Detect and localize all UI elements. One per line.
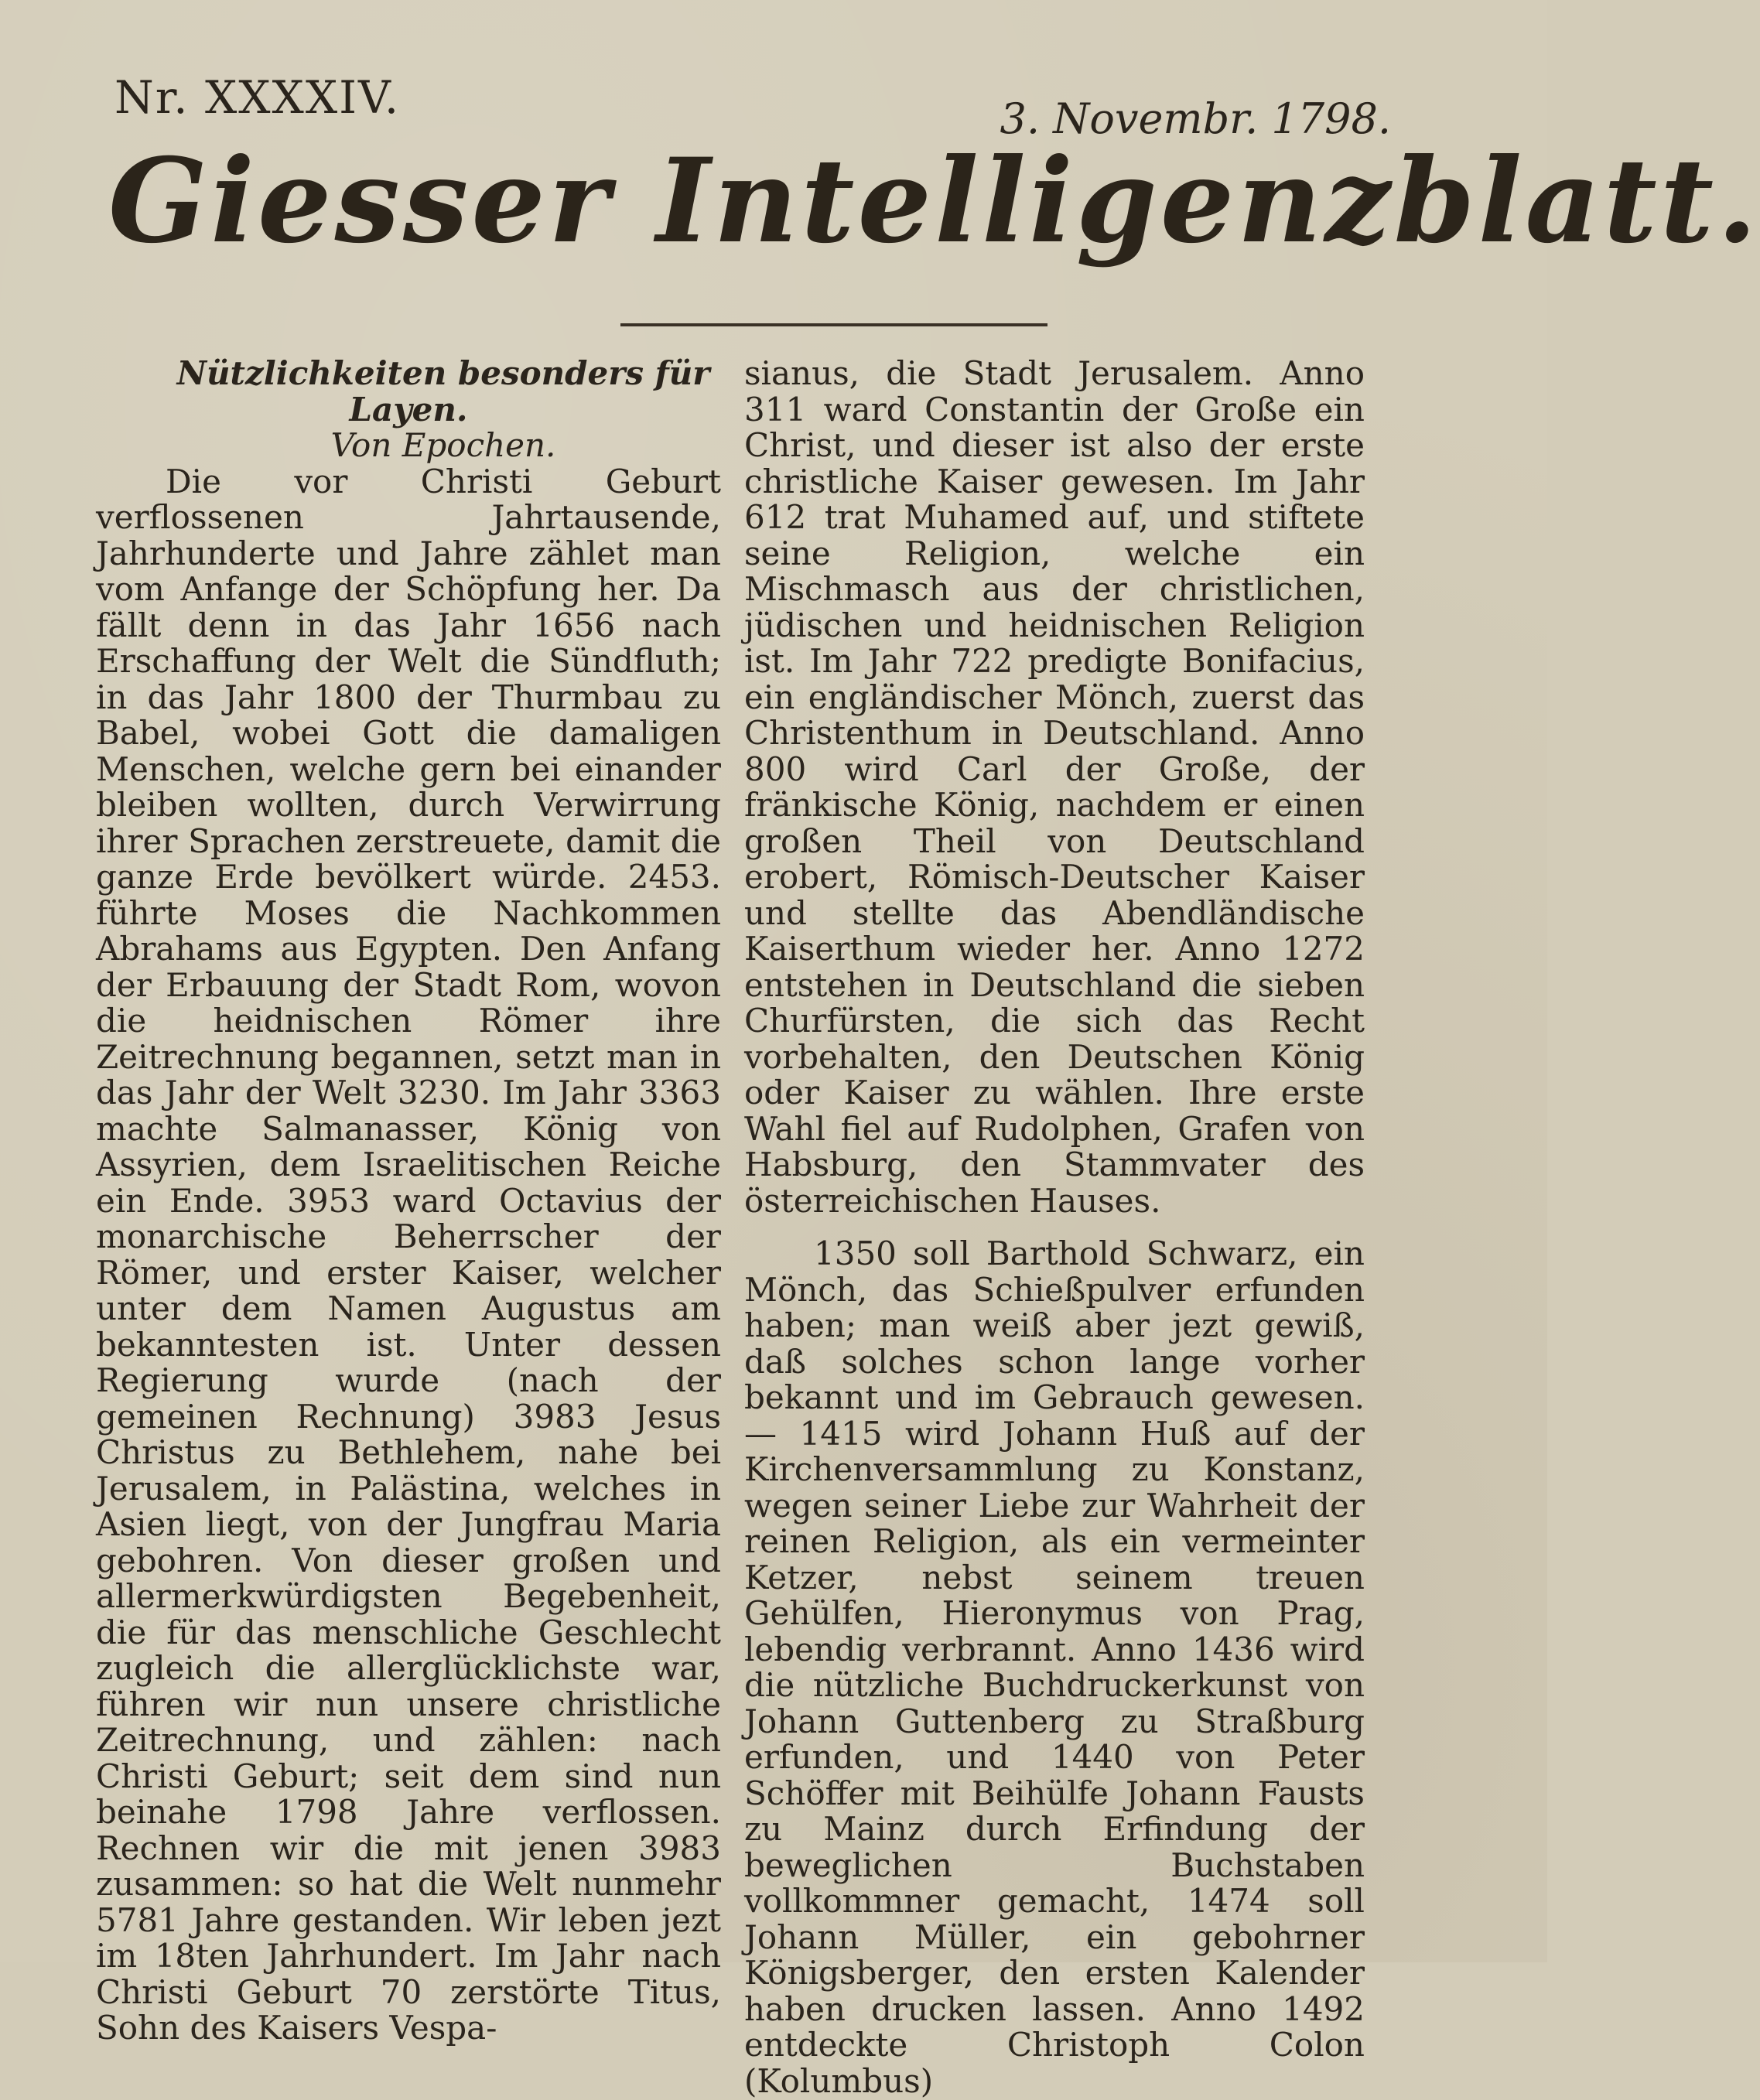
right-column bbox=[744, 356, 1365, 2099]
left-column-paragraph: Die vor Christi Geburt verflossenen Jahrtausende, Jahrhunderte und Jahre zählet man vom Anfange der Schöpfung her. Da fällt denn in das Jahr 1656 nach Erschaffung der Welt die Sündfluth; in das Jahr 1800 der Thurmbau zu Babel, wobei Gott die damaligen Menschen, welche gern bei einander bleiben wollten, durch Verwirrung ihrer Sprachen zerstreuete, damit die ganze Erde bevölkert würde. 2453. führte Moses die Nachkommen Abrahams aus Egypten. Den Anfang der Erbauung der Stadt Rom, wovon die heidnischen Römer ihre Zeitrechnung begannen, setzt man in das Jahr der Welt 3230. Im Jahr 3363 machte Salmanasser, König von Assyrien, dem Israelitischen Reiche ein Ende. 3953 ward Octavius der monarchische Beherrscher der Römer, und erster Kaiser, welcher unter dem Namen Augustus am bekanntesten ist. Unter dessen Regierung wurde (nach der gemeinen Rechnung) 3983 Jesus Christus zu Bethlehem, nahe bei Jerusalem, in Palästina, welches in Asien liegt, von der Jungfrau Maria gebohren. Von dieser großen und allermerkwürdigsten Begebenheit, die für das menschliche Geschlecht zugleich die allerglücklichste war, führen wir nun unsere christliche Zeitrechnung, und zählen: nach Christi Geburt; seit dem sind nun beinahe 1798 Jahre verflossen. Rechnen wir die mit jenen 3983 zusammen: so hat die Welt nunmehr 5781 Jahre gestanden. Wir leben jezt im 18ten Jahrhundert. Im Jahr nach Christi Geburt 70 zerstörte Titus, Sohn des Kaisers Vespa- bbox=[96, 462, 721, 2047]
right-column-paragraph-2: 1350 soll Barthold Schwarz, ein Mönch, das Schießpulver erfunden haben; man weiß aber jezt gewiß, daß solches schon lange vorher bekannt und im Gebrauch gewesen. — 1415 wird Johann Huß auf der Kirchenversammlung zu Konstanz, wegen seiner Liebe zur Wahrheit der reinen Religion, als ein vermeinter Ketzer, nebst seinem treuen Gehülfen, Hieronymus von Prag, lebendig verbrannt. Anno 1436 wird die nützliche Buchdruckerkunst von Johann Guttenberg zu Straßburg erfunden, und 1440 von Peter Schöffer mit Beihülfe Johann Fausts zu Mainz durch Erfindung der beweglichen Buchstaben vollkommner gemacht, 1474 soll Johann Müller, ein gebohrner Königsberger, den ersten Kalender haben drucken lassen. Anno 1492 entdeckte Christoph Colon (Kolumbus) bbox=[744, 1234, 1365, 2100]
left-column bbox=[96, 356, 721, 2047]
masthead-rule bbox=[620, 323, 1047, 326]
issue-number: Nr. XXXXIV. bbox=[114, 71, 401, 124]
article-subtitle: Von Epochen. bbox=[330, 426, 556, 464]
masthead-title: Giesser Intelligenzblatt. bbox=[108, 133, 1760, 269]
article-title: Nützlichkeiten besonders für Layen. bbox=[176, 354, 710, 429]
issue-date: 3. Novembr. 1798. bbox=[1000, 94, 1391, 143]
right-column-paragraph-1: sianus, die Stadt Jerusalem. Anno 311 ward Constantin der Große ein Christ, und dieser ist also der erste christliche Kaiser gewesen. Im Jahr 612 trat Muhamed auf, und stiftete seine Religion, welche ein Mischmasch aus der christlichen, jüdischen und heidnischen Religion ist. Im Jahr 722 predigte Bonifacius, ein engländischer Mönch, zuerst das Christenthum in Deutschland. Anno 800 wird Carl der Große, der fränkische König, nachdem er einen großen Theil von Deutschland erobert, Römisch-Deutscher Kaiser und stellte das Abendländische Kaiserthum wieder her. Anno 1272 entstehen in Deutschland die sieben Churfürsten, die sich das Recht vorbehalten, den Deutschen König oder Kaiser zu wählen. Ihre erste Wahl fiel auf Rudolphen, Grafen von Habsburg, den Stammvater des österreichischen Hauses. bbox=[744, 354, 1365, 1220]
